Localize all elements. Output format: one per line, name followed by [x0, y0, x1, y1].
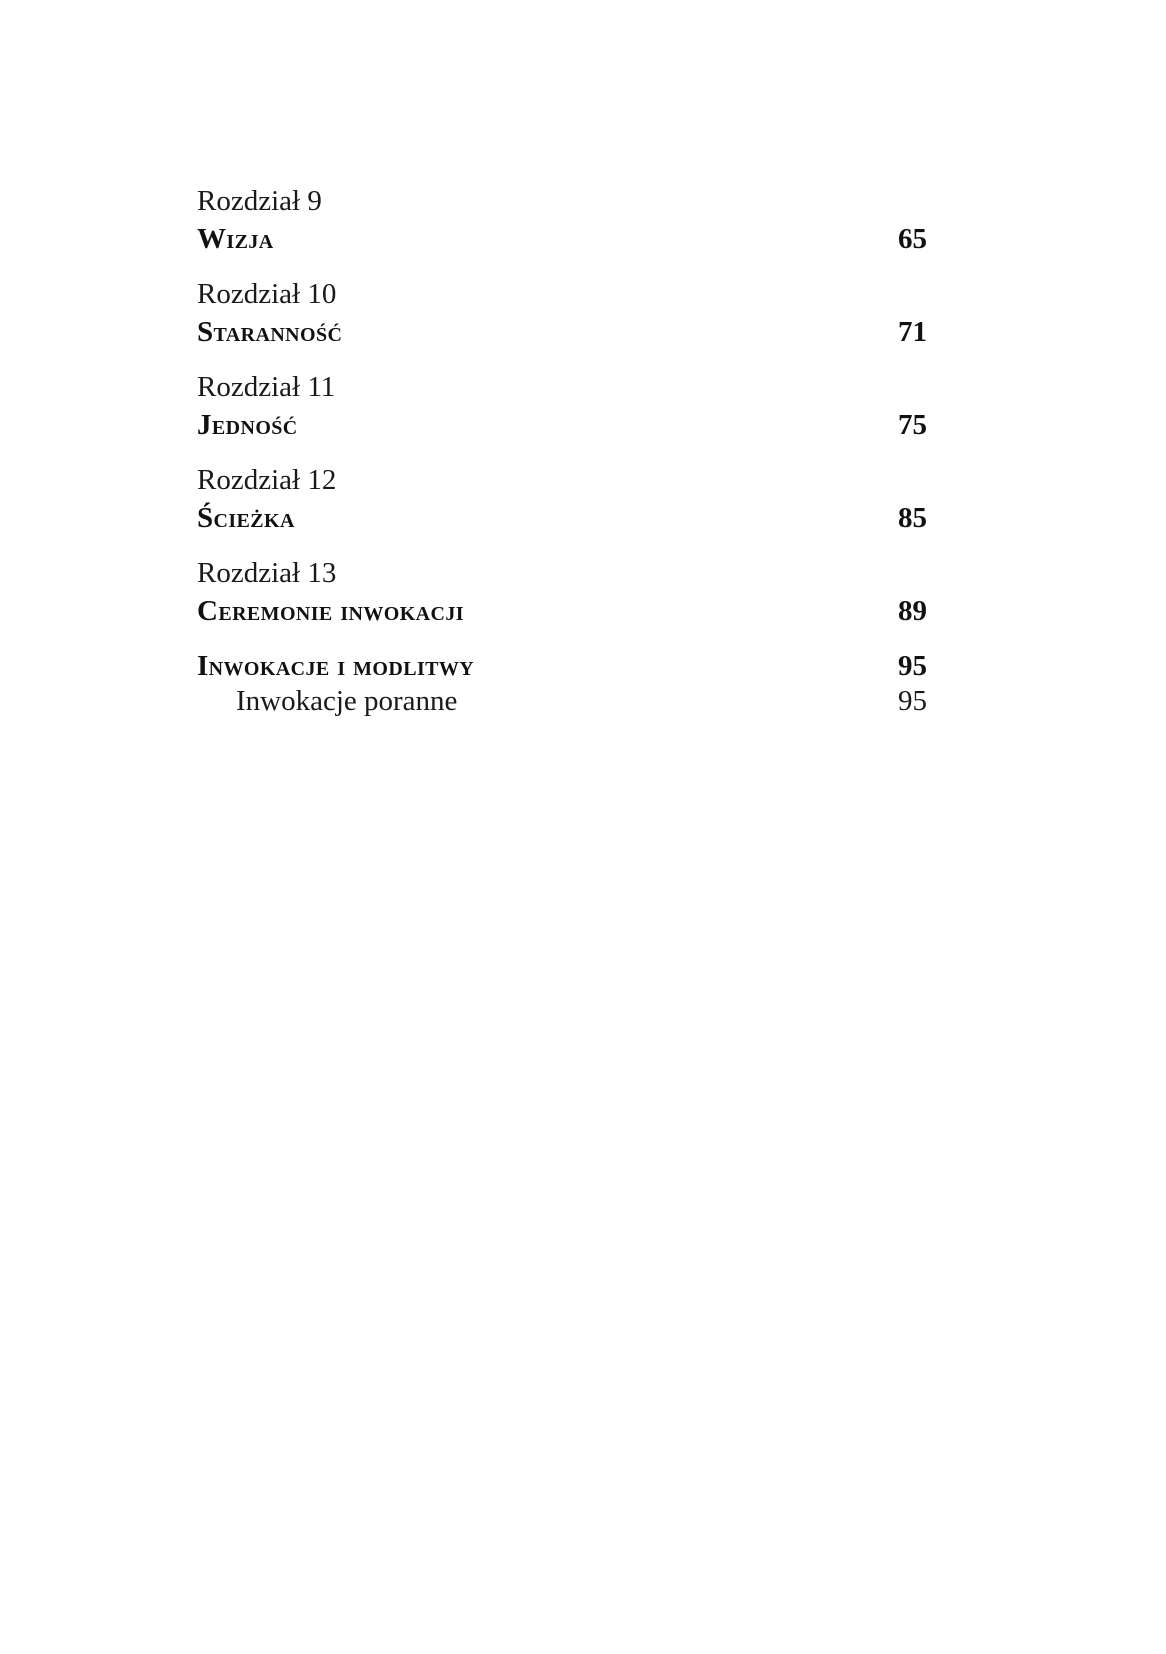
chapter-title-row [197, 312, 927, 352]
toc-chapter-11 [197, 369, 927, 445]
chapter-page-number: 75 [898, 409, 927, 441]
chapter-title-row [197, 219, 927, 259]
chapter-label: Rozdział 13 [197, 557, 337, 589]
toc-chapter-10 [197, 276, 927, 352]
subentry-page-number: 95 [898, 685, 927, 717]
chapter-page-number: 89 [898, 595, 927, 627]
chapter-label: Rozdział 9 [197, 185, 322, 217]
table-of-contents [197, 183, 927, 720]
chapter-title: Ceremonie inwokacji [197, 595, 464, 627]
chapter-label: Rozdział 11 [197, 371, 336, 403]
chapter-title: Wizja [197, 223, 274, 255]
section-title: Inwokacje i modlitwy [197, 650, 475, 682]
chapter-title: Staranność [197, 316, 343, 348]
toc-chapter-13 [197, 555, 927, 631]
chapter-page-number: 85 [898, 502, 927, 534]
subentry-title: Inwokacje poranne [236, 685, 458, 717]
toc-section-invocations [197, 648, 927, 720]
chapter-title-row [197, 498, 927, 538]
toc-subentry [197, 684, 927, 720]
chapter-page-number: 71 [898, 316, 927, 348]
chapter-title: Jedność [197, 409, 298, 441]
toc-chapter-12 [197, 462, 927, 538]
section-title-row [197, 648, 927, 684]
chapter-label: Rozdział 10 [197, 278, 337, 310]
section-page-number: 95 [898, 650, 927, 682]
chapter-title-row [197, 591, 927, 631]
chapter-title: Ścieżka [197, 502, 295, 534]
chapter-page-number: 65 [898, 223, 927, 255]
chapter-label: Rozdział 12 [197, 464, 337, 496]
chapter-title-row [197, 405, 927, 445]
toc-chapter-9 [197, 183, 927, 259]
